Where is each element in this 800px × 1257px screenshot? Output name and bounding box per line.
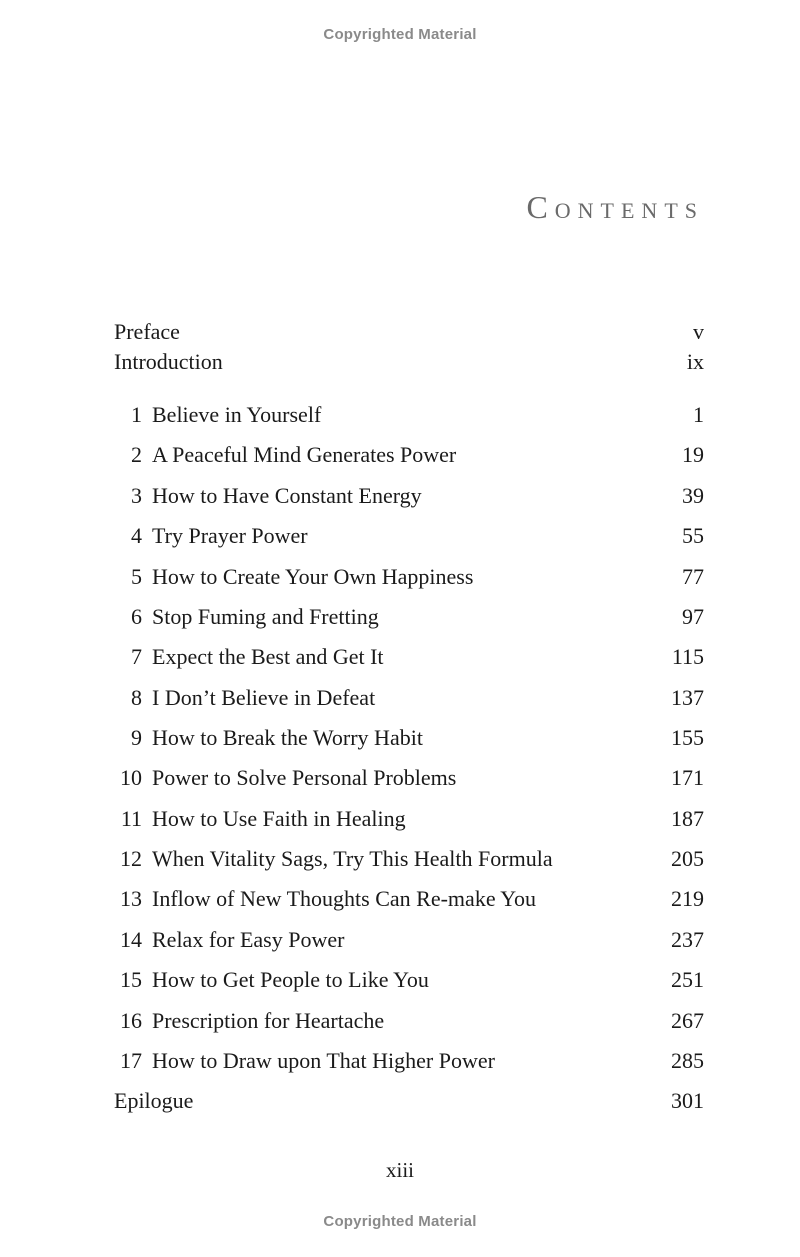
page-number: xiii — [385, 1158, 414, 1182]
toc-row-chapter[interactable] — [114, 925, 704, 955]
chapter-number: 7 — [131, 644, 142, 669]
chapter-number: 2 — [131, 442, 142, 467]
toc-row-chapter[interactable] — [114, 602, 704, 632]
toc-row-chapter[interactable] — [114, 723, 704, 753]
chapter-page: 1 — [693, 402, 704, 427]
chapter-page: 237 — [671, 927, 704, 952]
chapter-number: 17 — [120, 1048, 142, 1073]
chapter-page: 137 — [671, 685, 704, 710]
toc-row-preface[interactable] — [114, 317, 704, 347]
chapter-page: 19 — [682, 442, 704, 467]
chapter-page: 205 — [671, 846, 704, 871]
chapter-title: When Vitality Sags, Try This Health Formula — [152, 846, 553, 871]
chapter-page: 155 — [671, 725, 704, 750]
toc-entry-title: Epilogue — [114, 1088, 194, 1113]
chapter-page: 77 — [682, 564, 704, 589]
chapter-number: 10 — [120, 765, 142, 790]
chapter-title: How to Get People to Like You — [152, 967, 429, 992]
toc-row-chapter[interactable] — [114, 1046, 704, 1076]
toc-row-chapter[interactable] — [114, 440, 704, 470]
chapter-number: 4 — [131, 523, 142, 548]
chapter-title: How to Use Faith in Healing — [152, 806, 406, 831]
chapter-page: 55 — [682, 523, 704, 548]
chapter-title: Expect the Best and Get It — [152, 644, 384, 669]
chapter-number: 5 — [131, 564, 142, 589]
toc-row-chapter[interactable] — [114, 1006, 704, 1036]
chapter-page: 115 — [671, 644, 704, 669]
toc-entry-title: Preface — [114, 319, 180, 344]
chapter-page: 251 — [671, 967, 704, 992]
chapter-page: 267 — [671, 1008, 704, 1033]
toc-row-chapter[interactable] — [114, 562, 704, 592]
copyright-watermark-top: Copyrighted Material — [323, 26, 477, 43]
chapter-title: Inflow of New Thoughts Can Re-make You — [152, 886, 536, 911]
chapter-title: How to Break the Worry Habit — [152, 725, 423, 750]
chapter-title: I Don’t Believe in Defeat — [152, 685, 376, 710]
chapter-title: How to Draw upon That Higher Power — [152, 1048, 495, 1073]
toc-row-chapter[interactable] — [114, 844, 704, 874]
chapter-number: 11 — [120, 806, 142, 831]
chapter-title: Prescription for Heartache — [152, 1008, 385, 1033]
chapter-number: 3 — [131, 483, 142, 508]
chapter-number: 16 — [120, 1008, 142, 1033]
chapter-page: 97 — [682, 604, 704, 629]
chapter-page: 39 — [682, 483, 704, 508]
toc-entry-page: 301 — [671, 1088, 704, 1113]
chapter-title: Try Prayer Power — [152, 523, 308, 548]
copyright-watermark-bottom: Copyrighted Material — [323, 1213, 477, 1230]
chapter-title: Power to Solve Personal Problems — [152, 765, 457, 790]
toc-row-chapter[interactable] — [114, 481, 704, 511]
toc-row-chapter[interactable] — [114, 400, 704, 430]
toc-row-chapter[interactable] — [114, 521, 704, 551]
toc-entry-title: Introduction — [114, 349, 223, 374]
chapter-page: 171 — [671, 765, 704, 790]
chapter-title: How to Have Constant Energy — [152, 483, 422, 508]
chapter-number: 12 — [120, 846, 142, 871]
chapter-number: 14 — [120, 927, 142, 952]
chapter-number: 1 — [131, 402, 142, 427]
toc-row-chapter[interactable] — [114, 683, 704, 713]
chapter-number: 6 — [131, 604, 142, 629]
chapter-title: A Peaceful Mind Generates Power — [152, 442, 457, 467]
chapter-title: Believe in Yourself — [152, 402, 322, 427]
chapter-number: 9 — [131, 725, 142, 750]
toc-row-epilogue[interactable] — [114, 1086, 704, 1116]
toc-row-chapter[interactable] — [114, 642, 704, 672]
chapter-number: 13 — [120, 886, 142, 911]
toc-row-chapter[interactable] — [114, 965, 704, 995]
toc-row-chapter[interactable] — [114, 763, 704, 793]
toc-entry-page: ix — [686, 349, 704, 374]
toc-row-introduction[interactable] — [114, 347, 704, 377]
chapter-title: How to Create Your Own Happiness — [152, 564, 474, 589]
toc-entry-page: v — [693, 319, 704, 344]
contents-heading: Contents — [526, 189, 704, 225]
toc-row-chapter[interactable] — [114, 884, 704, 914]
chapter-number: 15 — [120, 967, 142, 992]
chapter-number: 8 — [131, 685, 142, 710]
toc-row-chapter[interactable] — [114, 804, 704, 834]
chapter-page: 285 — [671, 1048, 704, 1073]
chapter-title: Relax for Easy Power — [152, 927, 345, 952]
chapter-page: 187 — [671, 806, 704, 831]
chapter-title: Stop Fuming and Fretting — [152, 604, 379, 629]
chapter-page: 219 — [671, 886, 704, 911]
